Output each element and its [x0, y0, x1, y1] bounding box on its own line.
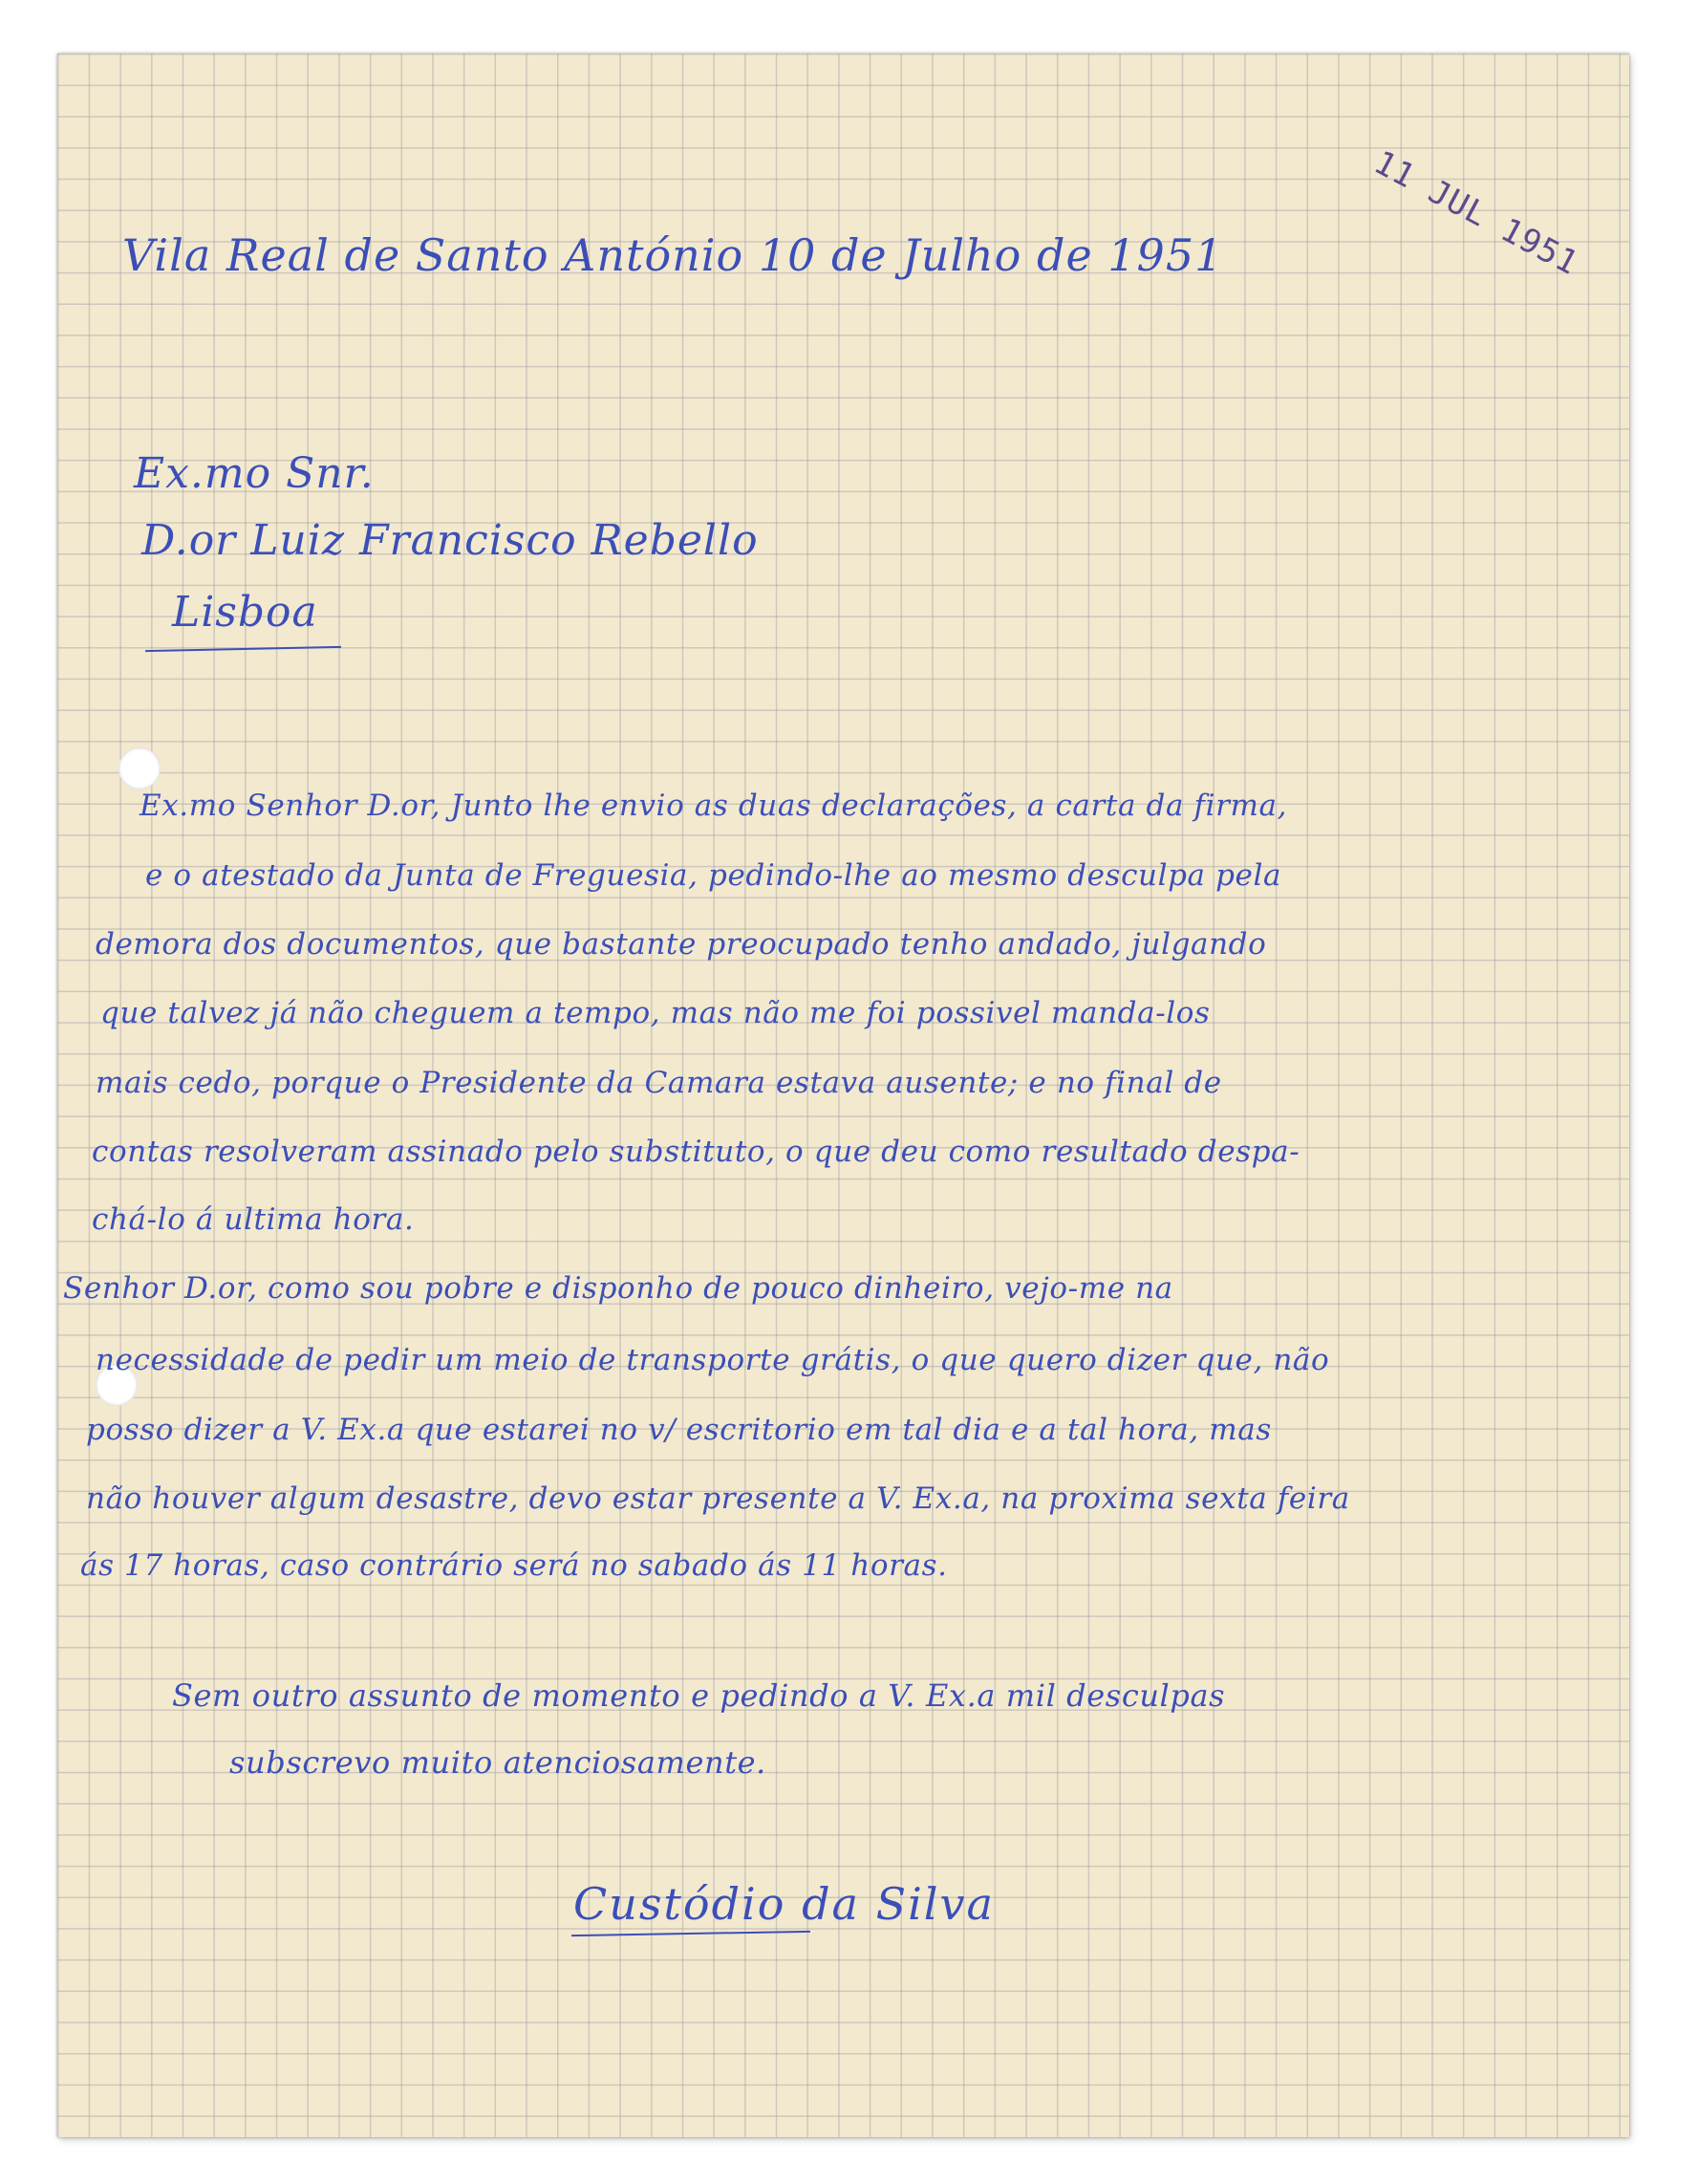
place-and-date: Vila Real de Santo António 10 de Julho de 1951 — [122, 229, 1224, 281]
body-line: ás 17 horas, caso contrário será no sabado ás 11 horas. — [80, 1548, 948, 1583]
closing-line: Sem outro assunto de momento e pedindo a V. Ex.a mil desculpas — [172, 1677, 1226, 1714]
punch-hole — [118, 747, 161, 789]
body-line: Ex.mo Senhor D.or, Junto lhe envio as duas declarações, a carta da firma, — [140, 789, 1288, 823]
body-line: não houver algum desastre, devo estar presente a V. Ex.a, na proxima sexta feira — [86, 1481, 1350, 1516]
address-recipient: D.or Luiz Francisco Rebello — [141, 516, 759, 565]
body-line: necessidade de pedir um meio de transporte grátis, o que quero dizer que, não — [96, 1343, 1330, 1377]
address-salutation: Ex.mo Snr. — [134, 449, 375, 498]
closing-line: subscrevo muito atenciosamente. — [229, 1744, 766, 1781]
body-line: chá-lo á ultima hora. — [92, 1202, 415, 1237]
signature: Custódio da Silva — [573, 1878, 995, 1930]
body-line: contas resolveram assinado pelo substituto, o que deu como resultado despa- — [92, 1135, 1300, 1169]
body-line: posso dizer a V. Ex.a que estarei no v/ escritorio em tal dia e a tal hora, mas — [86, 1413, 1272, 1447]
body-line: Senhor D.or, como sou pobre e disponho de pouco dinheiro, vejo-me na — [63, 1271, 1173, 1306]
address-city: Lisboa — [172, 588, 318, 637]
body-line: que talvez já não cheguem a tempo, mas não me foi possivel manda-los — [100, 996, 1211, 1030]
body-line: mais cedo, porque o Presidente da Camara estava ausente; e no final de — [96, 1066, 1222, 1100]
received-date-stamp: 11 JUL 1951 — [1367, 143, 1585, 284]
body-line: e o atestado da Junta de Freguesia, pedindo-lhe ao mesmo desculpa pela — [145, 858, 1282, 893]
body-line: demora dos documentos, que bastante preocupado tenho andado, julgando — [96, 927, 1267, 962]
